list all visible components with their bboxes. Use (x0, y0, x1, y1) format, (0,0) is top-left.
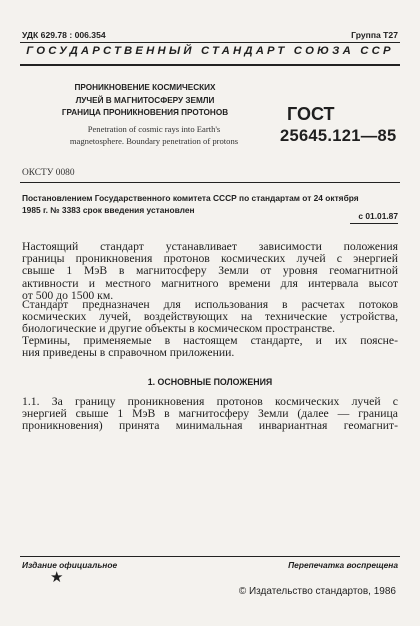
decree-text (22, 193, 400, 216)
text-line: Стандарт предназначен для использования в расчетах потоков (22, 298, 398, 311)
russian-title-line: ПРОНИКНОВЕНИЕ КОСМИЧЕСКИХ (74, 83, 216, 92)
header-rule-top (20, 42, 400, 43)
english-title-line: magnetosphere. Boundary penetration of protons (69, 135, 239, 146)
decree-line: Постановлением Государственного комитета СССР по стандартам от 24 октября (22, 193, 359, 203)
standard-banner: ГОСУДАРСТВЕННЫЙ СТАНДАРТ СОЮЗА ССР (26, 45, 394, 57)
decree-line: 1985 г. № 3383 срок введения установлен (22, 204, 195, 215)
text-line: от 500 до 1500 км. (22, 288, 114, 302)
okstu-code: ОКСТУ 0080 (22, 168, 75, 178)
gost-label: ГОСТ (287, 104, 335, 124)
text-line: проникновения) принята минимальная инвариантная геомагнит- (22, 419, 398, 433)
reprint-prohibited-label: Перепечатка воспрещена (288, 560, 398, 570)
official-edition-label: Издание официальное (22, 560, 118, 570)
udk-code: УДК 629.78 : 006.354 (22, 30, 106, 40)
english-title-line: Penetration of cosmic rays into Earth's (87, 124, 221, 134)
paragraph-purpose (22, 299, 398, 336)
footer-rule (20, 556, 400, 557)
russian-title-line: ГРАНИЦА ПРОНИКНОВЕНИЯ ПРОТОНОВ (61, 108, 229, 117)
paragraph-1-1 (22, 396, 398, 433)
russian-title-line: ЛУЧЕЙ В МАГНИТОСФЕРУ ЗЕМЛИ (75, 95, 215, 105)
text-line: 1.1. За границу проникновения протонов космических лучей с (22, 395, 398, 408)
star-icon: ★ (50, 570, 64, 586)
text-line: биологические и другие объекты в космическом пространстве. (22, 322, 336, 336)
copyright-notice: © Издательство стандартов, 1986 (238, 586, 396, 597)
header-rule-bottom (20, 64, 400, 66)
effective-date: с 01.01.87 (358, 211, 398, 221)
text-line: активности и местного магнитного времени для интервала высот (22, 276, 398, 290)
text-line: Термины, применяемые в настоящем стандарте, и их поясне- (22, 334, 398, 347)
text-line: границы проникновения протонов космических лучей с энергией (22, 252, 398, 266)
english-title (40, 124, 268, 147)
group-code: Группа Т27 (351, 30, 398, 40)
text-line: космических лучей, воздействующих на технические устройства, (22, 310, 398, 324)
section-heading: 1. ОСНОВНЫЕ ПОЛОЖЕНИЯ (147, 377, 273, 387)
text-line: энергией свыше 1 МэВ в магнитосферу Земли (далее — граница (22, 407, 398, 421)
text-line: Настоящий стандарт устанавливает зависимости положения (22, 240, 398, 253)
gost-number: 25645.121—85 (280, 127, 397, 145)
okstu-rule (20, 182, 400, 183)
paragraph-terms (22, 335, 398, 359)
text-line: ния приведены в справочном приложении. (22, 346, 235, 360)
paragraph-scope (22, 241, 398, 302)
russian-title (40, 82, 250, 120)
effective-date-underline (350, 223, 398, 224)
text-line: свыше 1 МэВ в магнитосферу Земли от уровня геомагнитной (22, 264, 398, 278)
